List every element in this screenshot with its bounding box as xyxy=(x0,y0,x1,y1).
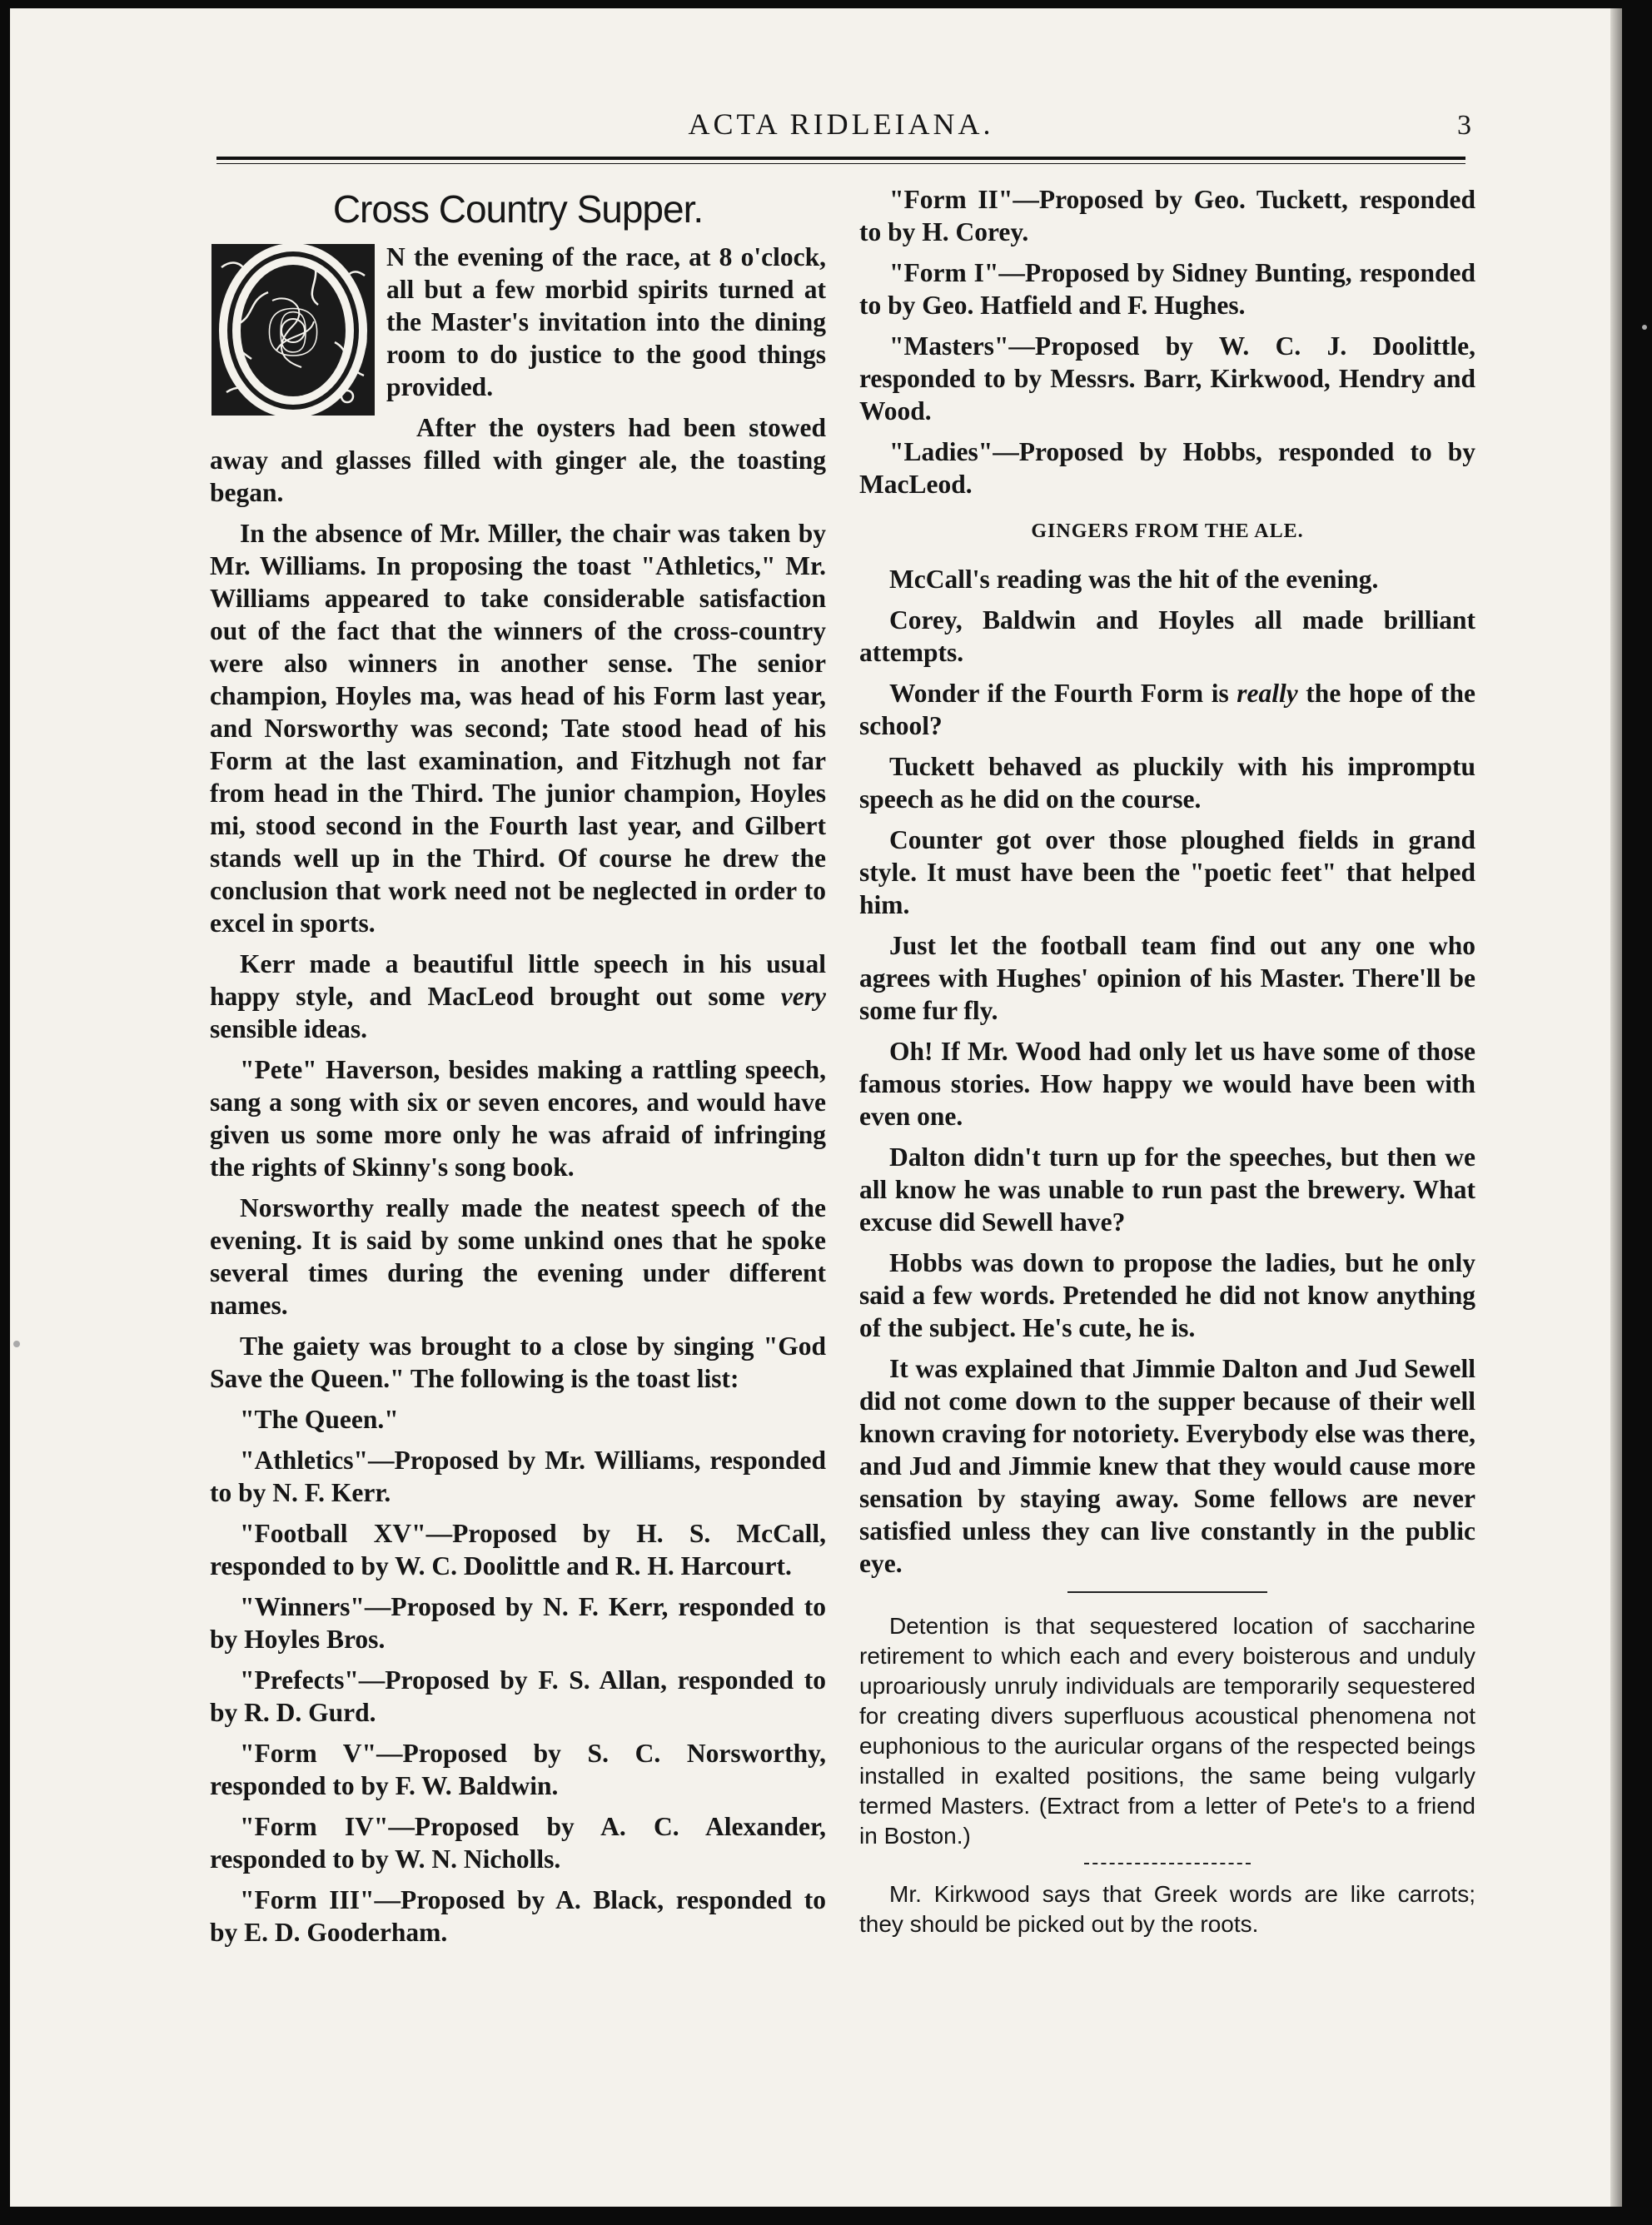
page-edge xyxy=(1610,8,1622,2207)
left-column xyxy=(210,183,826,1957)
toast-item: "Football XV"—Proposed by H. S. McCall, responded to by W. C. Doolittle and R. H. Harcourt. xyxy=(210,1519,826,1580)
toast-item: "Form V"—Proposed by S. C. Norsworthy, responded to by F. W. Baldwin. xyxy=(210,1739,826,1800)
section-subhead: GINGERS FROM THE ALE. xyxy=(1031,520,1304,542)
gossip-item: Tuckett behaved as pluckily with his impromptu speech as he did on the course. xyxy=(859,752,1475,814)
paragraph: In the absence of Mr. Miller, the chair was taken by Mr. Williams. In proposing the toast "Athletics," Mr. Williams appeared to take considerable satisfaction out of the fact that the winners of the cross-country were also winners in another sense. The senior champion, Hoyles ma, was head of his Form last year, and Norsworthy was second; Tate stood head of his Form at the last examination, and Fitzhugh not far from head in the Third. The junior champion, Hoyles mi, stood second in the Fourth last year, and Gilbert stands well up in the Third. Of course he drew the conclusion that work need not be neglected in order to excel in sports. xyxy=(210,519,826,938)
right-column xyxy=(859,183,1475,1948)
paragraph-opening: N the evening of the race, at 8 o'clock, all but a few morbid spirits turned at the Master's invitation into the dining room to do justice to the good things provided. xyxy=(386,242,826,401)
header-rule xyxy=(216,157,1465,164)
toast-item: "Form II"—Proposed by Geo. Tuckett, responded to by H. Corey. xyxy=(859,185,1475,246)
gossip-item: Just let the football team find out any one who agrees with Hughes' opinion of his Master. There'll be some fur fly. xyxy=(859,931,1475,1025)
toast-item: "Athletics"—Proposed by Mr. Williams, responded to by N. F. Kerr. xyxy=(210,1446,826,1507)
paper-speck xyxy=(1642,325,1647,330)
gossip-item: Wonder if the Fourth Form is really the hope of the school? xyxy=(859,679,1475,740)
gossip-item: Counter got over those ploughed fields in grand style. It must have been the "poetic feet" that helped him. xyxy=(859,825,1475,919)
toast-item: "Form IV"—Proposed by A. C. Alexander, responded to by W. N. Nicholls. xyxy=(210,1812,826,1874)
paragraph: After the oysters had been stowed away and glasses filled with ginger ale, the toasting began. xyxy=(210,413,826,507)
svg-text:O: O xyxy=(266,293,321,371)
toast-item: "Masters"—Proposed by W. C. J. Doolittle, responded to by Messrs. Barr, Kirkwood, Hendry and Wood. xyxy=(859,331,1475,426)
gossip-item: Hobbs was down to propose the ladies, but he only said a few words. Pretended he did not know anything of the subject. He's cute, he is. xyxy=(859,1248,1475,1342)
ornamental-dropcap xyxy=(210,242,376,417)
gossip-item: McCall's reading was the hit of the evening. xyxy=(889,565,1379,594)
paragraph: "Pete" Haverson, besides making a rattling speech, sang a song with six or seven encores, and would have given us some more only he was afraid of infringing the rights of Skinny's song book. xyxy=(210,1055,826,1182)
toast-item: "The Queen." xyxy=(240,1405,399,1434)
dashed-divider xyxy=(1084,1863,1251,1864)
paragraph: Kerr made a beautiful little speech in his usual happy style, and MacLeod brought out some very sensible ideas. xyxy=(210,949,826,1043)
gossip-item: It was explained that Jimmie Dalton and Jud Sewell did not come down to the supper because of their well known craving for notoriety. Everybody else was there, and Jud and Jimmie knew that they would cause more sensation by staying away. Some fellows are never satisfied unless they can live constantly in the public eye. xyxy=(859,1354,1475,1578)
detention-paragraph: Detention is that sequestered location of saccharine retirement to which each and every boisterous and unduly uproariously unruly individuals are temporarily sequestered for creating divers superfluous acoustical phenomena not euphonious to the auricular organs of the respected beings installed in exalted positions, the same being vulgarly termed Masters. (Extract from a letter of Pete's to a friend in Boston.) xyxy=(859,1613,1475,1849)
toast-item: "Ladies"—Proposed by Hobbs, responded to by MacLeod. xyxy=(859,437,1475,499)
kirkwood-paragraph: Mr. Kirkwood says that Greek words are like carrots; they should be picked out by the roots. xyxy=(859,1881,1475,1937)
paper-speck xyxy=(13,1341,20,1347)
running-header: ACTA RIDLEIANA. xyxy=(688,107,994,141)
gossip-item: Dalton didn't turn up for the speeches, but then we all know he was unable to run past the brewery. What excuse did Sewell have? xyxy=(859,1142,1475,1237)
journal-page xyxy=(10,8,1622,2207)
gossip-item: Corey, Baldwin and Hoyles all made brilliant attempts. xyxy=(859,605,1475,667)
paragraph: The gaiety was brought to a close by singing "God Save the Queen." The following is the toast list: xyxy=(210,1332,826,1393)
toast-item: "Form I"—Proposed by Sidney Bunting, responded to by Geo. Hatfield and F. Hughes. xyxy=(859,258,1475,320)
gossip-item: Oh! If Mr. Wood had only let us have some of those famous stories. How happy we would have been with even one. xyxy=(859,1037,1475,1131)
page-number: 3 xyxy=(1457,110,1471,141)
section-divider xyxy=(1067,1591,1267,1593)
article-title: Cross Country Supper. xyxy=(332,187,704,231)
toast-item: "Prefects"—Proposed by F. S. Allan, responded to by R. D. Gurd. xyxy=(210,1665,826,1727)
toast-item: "Winners"—Proposed by N. F. Kerr, responded to by Hoyles Bros. xyxy=(210,1592,826,1654)
toast-item: "Form III"—Proposed by A. Black, responded to by E. D. Gooderham. xyxy=(210,1885,826,1947)
paragraph: Norsworthy really made the neatest speech of the evening. It is said by some unkind ones that he spoke several times during the evening under different names. xyxy=(210,1193,826,1320)
